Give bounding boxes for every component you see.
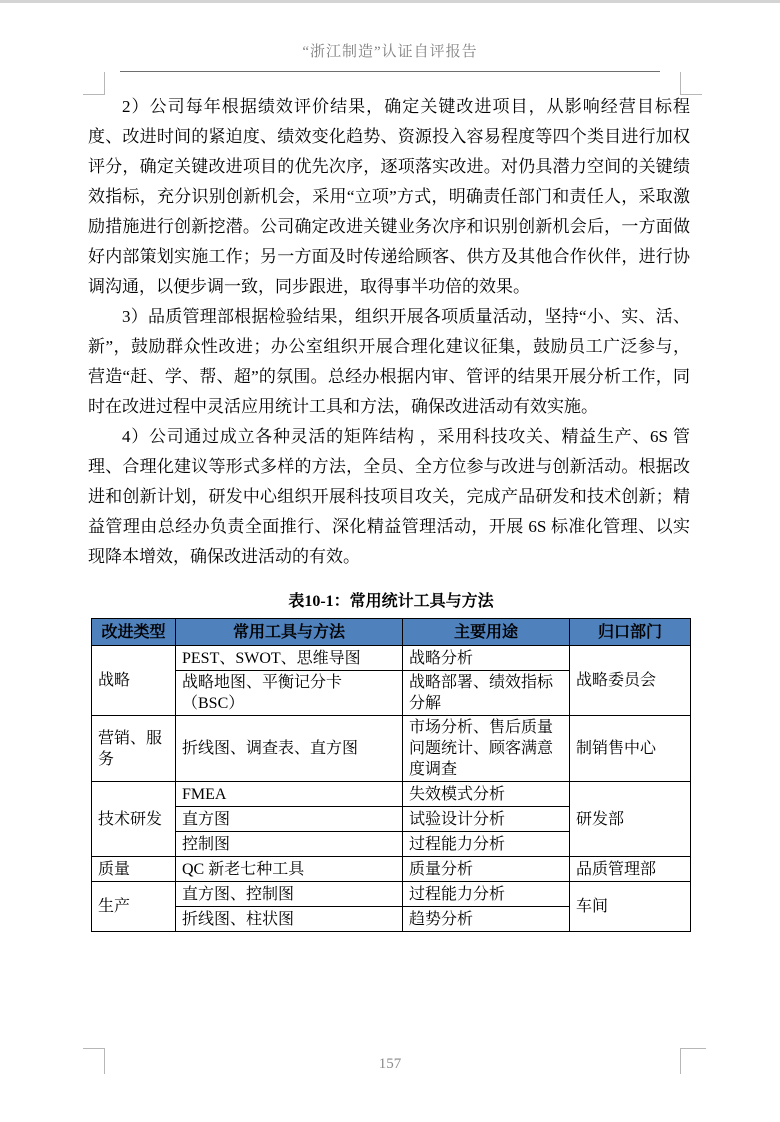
cell-dept-rnd: 研发部 — [570, 782, 691, 857]
cell-tools: 直方图 — [176, 807, 403, 832]
cell-tools: 控制图 — [176, 832, 403, 857]
cell-purpose: 市场分析、售后质量问题统计、顾客满意度调查 — [403, 716, 570, 782]
table-row — [92, 716, 691, 782]
cell-purpose: 失效模式分析 — [403, 782, 570, 807]
table-caption: 表10-1：常用统计工具与方法 — [288, 593, 494, 610]
cell-category-rnd: 技术研发 — [92, 782, 176, 857]
cell-dept-strategy: 战略委员会 — [570, 646, 691, 716]
table-row — [92, 782, 691, 807]
cell-tools: 直方图、控制图 — [176, 882, 403, 907]
table-row — [92, 882, 691, 907]
column-header-main-use: 主要用途 — [403, 619, 570, 646]
cell-category-production: 生产 — [92, 882, 176, 932]
statistics-table-section — [91, 588, 691, 932]
header-divider — [120, 71, 660, 72]
cell-category-strategy: 战略 — [92, 646, 176, 716]
body-text — [88, 92, 690, 572]
cell-purpose: 质量分析 — [403, 857, 570, 882]
table-row — [92, 857, 691, 882]
cell-purpose: 战略部署、绩效指标分解 — [403, 671, 570, 716]
cell-tools: 战略地图、平衡记分卡（BSC） — [176, 671, 403, 716]
cell-tools: 折线图、调查表、直方图 — [176, 716, 403, 782]
cell-category-quality: 质量 — [92, 857, 176, 882]
cell-purpose: 过程能力分析 — [403, 882, 570, 907]
paragraph-3: 3）品质管理部根据检验结果，组织开展各项质量活动，坚持“小、实、活、新”，鼓励群众性改进；办公室组织开展合理化建议征集，鼓励员工广泛参与，营造“赶、学、帮、超”的氛围。总经办根据内审、管评的结果开展分析工作，同时在改进过程中灵活应用统计工具和方法，确保改进活动有效实施。 — [88, 307, 690, 416]
cell-purpose: 趋势分析 — [403, 907, 570, 932]
document-header-title: “浙江制造”认证自评报告 — [302, 44, 478, 60]
cell-tools: QC 新老七种工具 — [176, 857, 403, 882]
paragraph-4: 4）公司通过成立各种灵活的矩阵结构 ，采用科技攻关、精益生产、6S 管理、合理化建议等形式多样的方法，全员、全方位参与改进与创新活动。根据改进和创新计划，研发中心组织开展科技项目攻关，完成产品研发和技术创新；精益管理由总经办负责全面推行、深化精益管理活动，开展 6S 标准化管理、以实现降本增效，确保改进活动的有效。 — [88, 427, 690, 566]
cell-dept-marketing: 制销售中心 — [570, 716, 691, 782]
cell-tools: PEST、SWOT、思维导图 — [176, 646, 403, 671]
cell-tools: FMEA — [176, 782, 403, 807]
column-header-owner-dept: 归口部门 — [570, 619, 691, 646]
table-row — [92, 646, 691, 671]
column-header-tools-methods: 常用工具与方法 — [176, 619, 403, 646]
cell-category-marketing: 营销、服务 — [92, 716, 176, 782]
column-header-improvement-type: 改进类型 — [92, 619, 176, 646]
cell-dept-quality: 品质管理部 — [570, 857, 691, 882]
page-number: 157 — [378, 1056, 402, 1072]
paragraph-2: 2）公司每年根据绩效评价结果，确定关键改进项目，从影响经营目标程度、改进时间的紧迫度、绩效变化趋势、资源投入容易程度等四个类目进行加权评分，确定关键改进项目的优先次序，逐项落实改进。对仍具潜力空间的关键绩效指标，充分识别创新机会，采用“立项”方式，明确责任部门和责任人，采取激励措施进行创新挖潜。公司确定改进关键业务次序和识别创新机会后，一方面做好内部策划实施工作；另一方面及时传递给顾客、供方及其他合作伙伴，进行协调沟通，以便步调一致，同步跟进，取得事半功倍的效果。 — [88, 97, 690, 296]
statistical-tools-table — [91, 618, 691, 932]
cell-tools: 折线图、柱状图 — [176, 907, 403, 932]
table-header-row — [92, 619, 691, 646]
cell-purpose: 过程能力分析 — [403, 832, 570, 857]
cell-purpose: 战略分析 — [403, 646, 570, 671]
cell-purpose: 试验设计分析 — [403, 807, 570, 832]
page-top-edge — [0, 0, 780, 3]
cell-dept-production: 车间 — [570, 882, 691, 932]
